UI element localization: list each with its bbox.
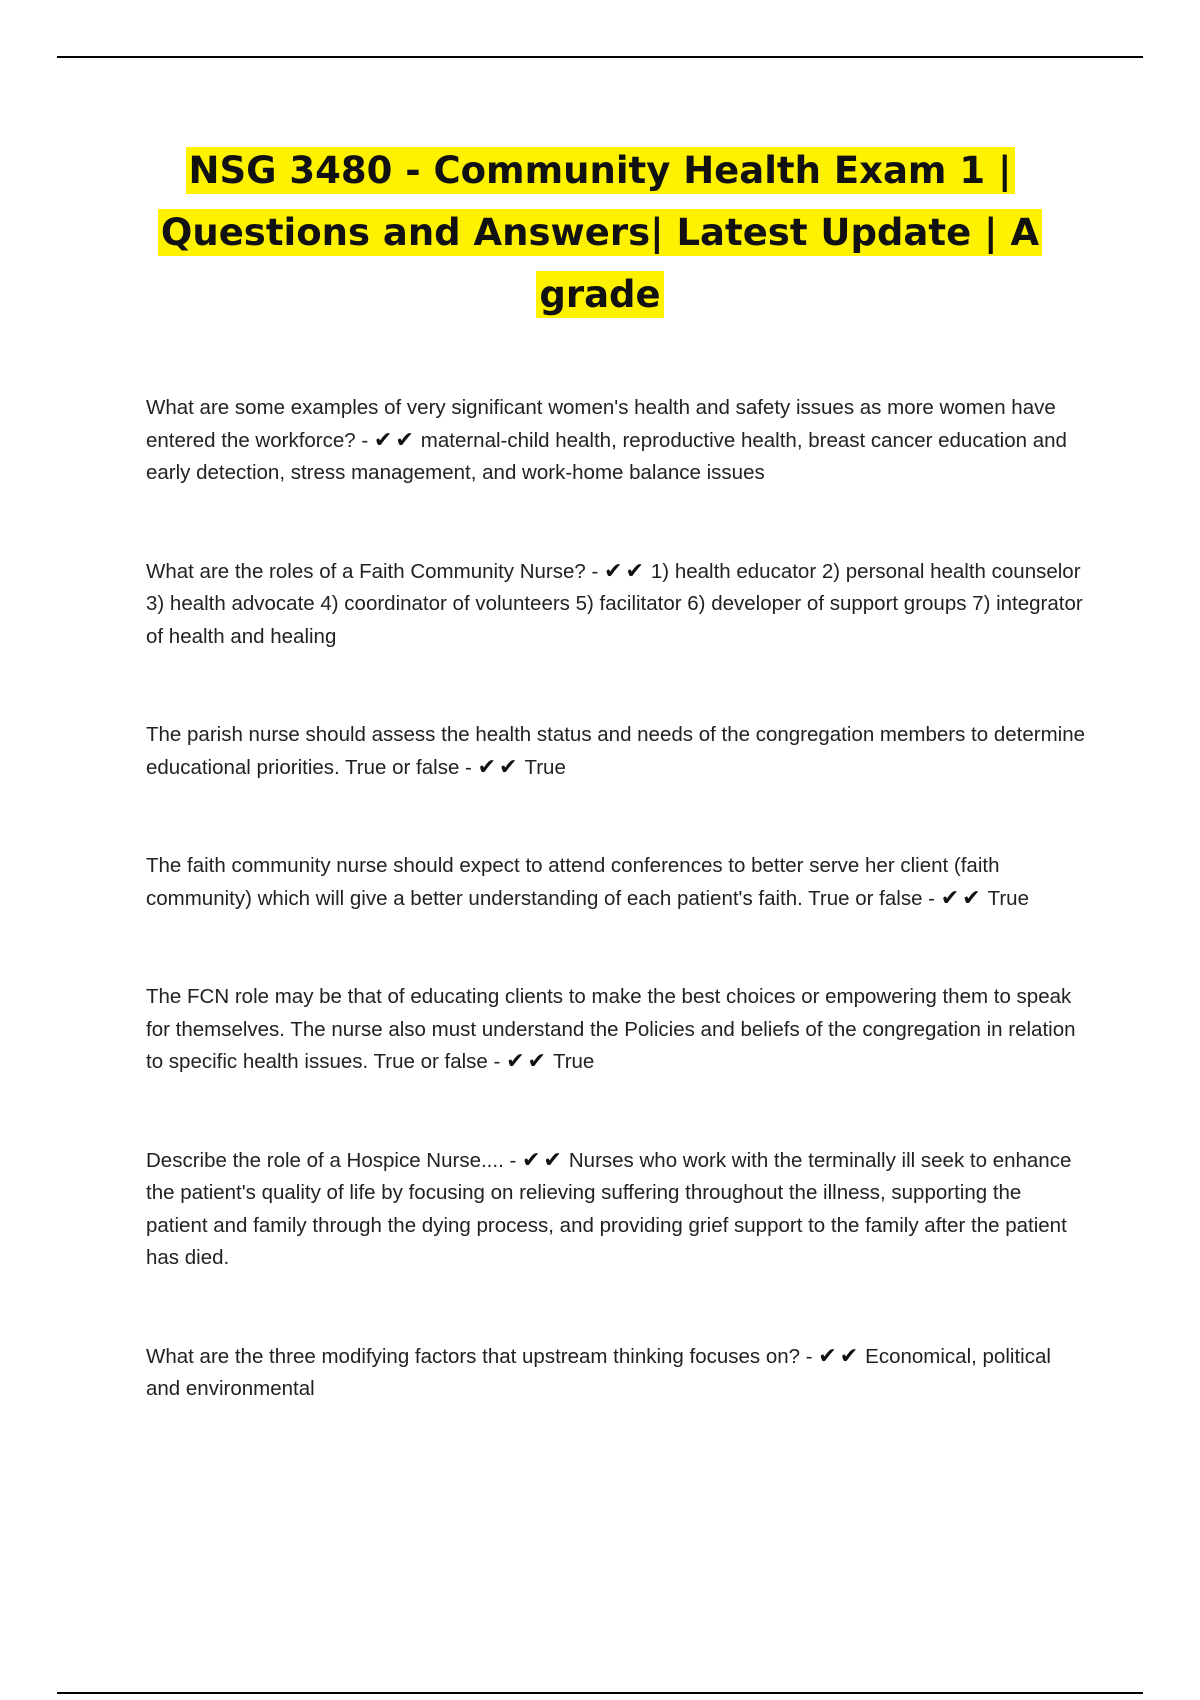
- qa-list: [146, 392, 1086, 1472]
- question-text: What are some examples of very significant women's health and safety issues as more women have entered the workforce?: [146, 396, 1056, 452]
- question-text: The FCN role may be that of educating clients to make the best choices or empowering them to speak for themselves. The nurse also must understand the Policies and beliefs of the congregation in relation to specific health issues. True or false: [146, 985, 1076, 1073]
- bottom-rule: [57, 1692, 1143, 1694]
- qa-item: [146, 1145, 1086, 1275]
- question-text: The faith community nurse should expect to attend conferences to better serve her client (faith community) which will give a better understanding of each patient's faith. True or false: [146, 854, 1000, 910]
- qa-item: [146, 981, 1086, 1079]
- double-check-icon: ✔✔: [506, 1049, 549, 1074]
- separator: -: [355, 428, 374, 452]
- answer-text: Nurses who work with the terminally ill seek to enhance the patient's quality of life by focusing on relieving suffering throughout the illness, supporting the patient and family through the dying process, and providing grief support to the family after the patient has died.: [146, 1148, 1072, 1269]
- qa-item: [146, 556, 1086, 654]
- document-title: [150, 140, 1050, 326]
- separator: -: [487, 1050, 507, 1073]
- qa-item: [146, 719, 1086, 784]
- separator: -: [585, 559, 605, 583]
- question-text: The parish nurse should assess the health status and needs of the congregation members to determine educational priorities. True or false: [146, 723, 1086, 779]
- answer-text: Economical, political and environmental: [146, 1344, 1051, 1400]
- separator: -: [459, 755, 478, 779]
- question-text: Describe the role of a Hospice Nurse....: [146, 1148, 504, 1172]
- double-check-icon: ✔✔: [477, 754, 521, 780]
- separator: -: [503, 1148, 522, 1172]
- qa-item: [146, 1341, 1086, 1406]
- question-text: What are the roles of a Faith Community Nurse?: [146, 559, 586, 583]
- double-check-icon: ✔✔: [940, 885, 984, 911]
- qa-item: [146, 392, 1086, 490]
- separator: -: [922, 886, 941, 910]
- double-check-icon: ✔✔: [818, 1343, 862, 1369]
- title-highlight: NSG 3480 - Community Health Exam 1 | Questions and Answers| Latest Update | A grade: [158, 147, 1042, 318]
- answer-text: True: [987, 886, 1029, 910]
- double-check-icon: ✔✔: [522, 1147, 565, 1173]
- answer-text: True: [552, 1050, 595, 1073]
- answer-text: True: [524, 755, 566, 779]
- double-check-icon: ✔✔: [604, 558, 647, 584]
- answer-text: maternal-child health, reproductive health, breast cancer education and early detection, stress management, and work-home balance issues: [146, 428, 1067, 484]
- top-rule: [57, 56, 1143, 58]
- double-check-icon: ✔✔: [373, 427, 417, 453]
- qa-item: [146, 850, 1086, 915]
- separator: -: [800, 1344, 819, 1368]
- answer-text: 1) health educator 2) personal health counselor 3) health advocate 4) coordinator of volunteers 5) facilitator 6) developer of support groups 7) integrator of health and healing: [146, 559, 1083, 648]
- question-text: What are the three modifying factors that upstream thinking focuses on?: [146, 1344, 801, 1368]
